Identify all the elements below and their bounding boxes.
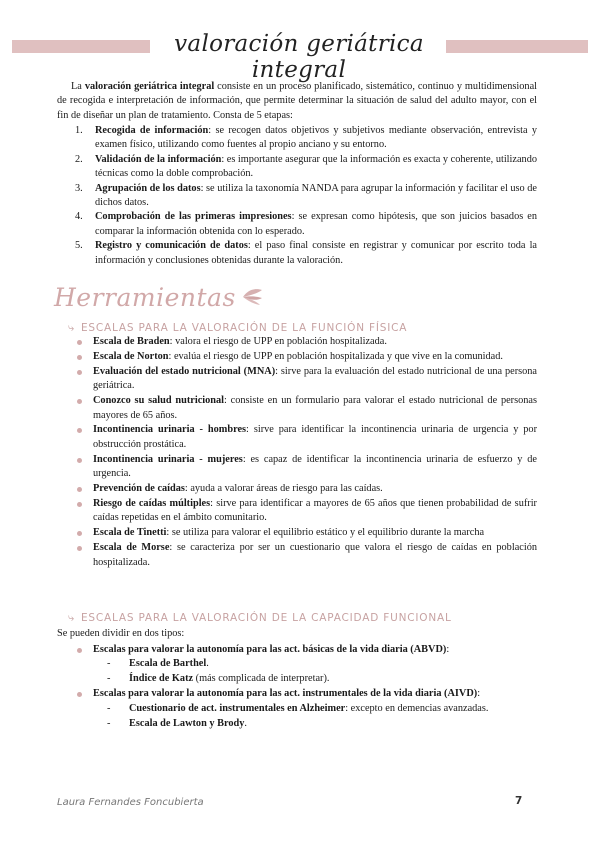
list-item: Prevención de caídas: ayuda a valorar áreas de riesgo para las caídas. <box>75 482 537 496</box>
leaf-icon <box>240 287 264 307</box>
list-item: 2. Validación de la información: es importante asegurar que la información es exacta y coherente, utilizando técnicas como la doble comprobación. <box>75 153 537 180</box>
list-item: Evaluación del estado nutricional (MNA): sirve para la evaluación del estado nutricional de una persona geriátrica. <box>75 365 537 394</box>
steps-list <box>57 124 537 268</box>
intro-term: valoración geriátrica integral <box>84 81 215 92</box>
tools-heading <box>54 283 264 311</box>
bullet-icon <box>77 355 82 360</box>
bullet-icon <box>77 546 82 551</box>
title-bar <box>12 31 588 83</box>
list-item: Conozco su salud nutricional: consiste en un formulario para valorar el estado nutricional de personas mayores de 65 años. <box>75 394 537 423</box>
list-item: 3. Agrupación de los datos: se utiliza la taxonomía NANDA para agrupar la información y facilitar el uso de dichos datos. <box>75 182 537 209</box>
bullet-icon <box>77 531 82 536</box>
section2-intro: Se pueden dividir en dos tipos: <box>57 628 185 639</box>
list-item: Escalas para valorar la autonomía para las act. instrumentales de la vida diaria (AIVD): - Cuestionario de act. instrumentales en Alzheimer: excepto en demencias avanzadas. - Escala de Lawton y Brody. <box>75 687 537 731</box>
sub-list <box>93 702 537 731</box>
physical-scales-list <box>75 335 537 571</box>
page-number: 7 <box>515 795 523 807</box>
bullet-icon <box>77 458 82 463</box>
bullet-icon <box>77 399 82 404</box>
list-item: Escala de Tinetti: se utiliza para valorar el equilibrio estático y el equilibrio durante la marcha <box>75 526 537 540</box>
list-item: 1. Recogida de información: se recogen datos objetivos y subjetivos mediante observación, entrevista y examen físico, utilizando como fuentes al propio anciano y su entorno. <box>75 125 538 151</box>
list-item: Escala de Norton: evalúa el riesgo de UPP en población hospitalizada y que vive en la comunidad. <box>75 350 537 364</box>
sub-list <box>93 657 537 686</box>
title-band-right <box>446 40 588 53</box>
section-heading-physical: ⤷ ESCALAS PARA LA VALORACIÓN DE LA FUNCIÓN FÍSICA <box>68 321 408 334</box>
list-item: Escalas para valorar la autonomía para las act. básicas de la vida diaria (ABVD): - Escala de Barthel. - Índice de Katz (más complicada de interpretar). <box>75 643 537 687</box>
curved-arrow-icon: ⤷ <box>68 611 75 624</box>
bullet-icon <box>77 502 82 507</box>
footer-author: Laura Fernandes Foncubierta <box>57 797 204 808</box>
sub-list-item: - Escala de Barthel. <box>107 658 209 670</box>
section-heading-functional: ⤷ ESCALAS PARA LA VALORACIÓN DE LA CAPACIDAD FUNCIONAL <box>68 611 452 624</box>
bullet-icon <box>77 340 82 345</box>
curved-arrow-icon: ⤷ <box>68 321 75 334</box>
list-item: Incontinencia urinaria - mujeres: es capaz de identificar la incontinencia urinaria de esfuerzo y de urgencia. <box>75 453 537 482</box>
bullet-icon <box>77 370 82 375</box>
tools-heading-text: Herramientas <box>54 282 236 312</box>
list-item: Incontinencia urinaria - hombres: sirve para identificar la incontinencia urinaria de urgencia y por obstrucción prostática. <box>75 423 537 452</box>
functional-scales-list <box>75 643 537 731</box>
bullet-icon <box>77 487 82 492</box>
list-item: Escala de Braden: valora el riesgo de UPP en población hospitalizada. <box>75 335 537 349</box>
bullet-icon <box>77 428 82 433</box>
list-item: 4. Comprobación de las primeras impresiones: se expresan como hipótesis, que son juicios basados en comparar la información obtenida con lo esperado. <box>75 211 537 237</box>
sub-list-item: - Índice de Katz (más complicada de interpretar). <box>107 673 330 685</box>
sub-list-item: - Escala de Lawton y Brody. <box>107 717 247 729</box>
sub-list-item: - Cuestionario de act. instrumentales en Alzheimer: excepto en demencias avanzadas. <box>107 702 489 714</box>
list-item: 5. Registro y comunicación de datos: el paso final consiste en registrar y comunicar por escrito toda la información y conclusiones obtenidas durante la valoración. <box>75 240 537 266</box>
list-item: Riesgo de caídas múltiples: sirve para identificar a mayores de 65 años que tienen probabilidad de sufrir caídas repetidas en el ámbito comunitario. <box>75 497 537 526</box>
page-title: valoración geriátrica integral <box>174 31 424 83</box>
bullet-icon <box>77 648 82 653</box>
intro-paragraph: La valoración geriátrica integral consiste en un proceso planificado, sistemático, continuo y multidimensional de recogida e interpretación de información, que permite determinar la situación de salud del adulto mayor, con el fin de diseñar un plan de tratamiento. Consta de 5 etapas: <box>57 81 537 121</box>
list-item: Escala de Morse: se caracteriza por ser un cuestionario que valora el riesgo de caídas en población hospitalizada. <box>75 541 537 570</box>
bullet-icon <box>77 692 82 697</box>
title-band-left <box>12 40 150 53</box>
